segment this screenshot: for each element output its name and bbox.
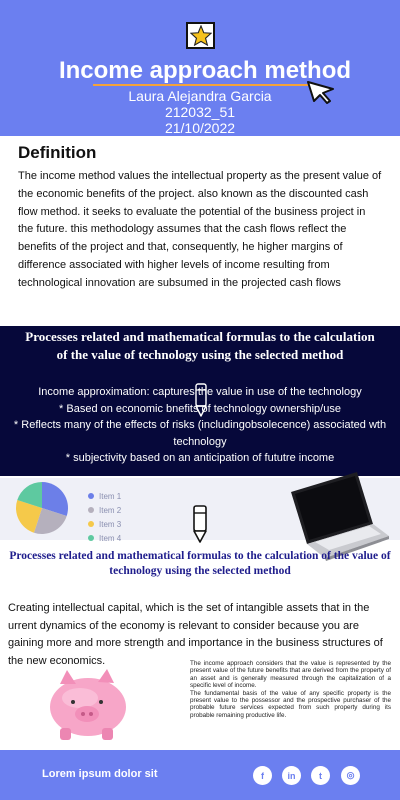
legend-label: Item 1 [99,491,122,501]
note-paragraph: The fundamental basis of the value of any specific property is the present value to the possessor and the prospective purchaser of the probable future services expected from such property during its probable remaining productive life. [190,689,391,719]
legend-label: Item 4 [99,533,122,543]
author-code: 212032_51 [164,104,236,120]
footer-text: Lorem ipsum dolor sit [42,768,158,780]
income-approach-note [190,660,391,719]
list-item: * Reflects many of the effects of risks (includingobsolecence) associated wth technology [13,419,387,448]
definition-body: The income method values the intellectual property as the present value of the economic benefits of the project. also known as the discounted cash flow method. it seeks to evaluate the potential of the business project in the future. this methodology assumes that the cash flows reflect the benefits of the project and that, consequently, he higher margins of difference associated with higher levels of income resulting from technological innovation are subsumed in the projected cash flows [18,170,382,289]
page-title: Income approach method [58,57,352,84]
legend-label: Item 3 [99,519,122,529]
pie-chart [14,480,70,536]
chart-legend [88,489,121,545]
footer [0,750,400,800]
instagram-icon[interactable]: ◎ [341,766,360,785]
processes-title: Processes related and mathematical formulas to the calculation of the value of technology using the selected method [25,329,375,362]
list-item: * subjectivity based on an anticipation of fututre income [65,452,335,464]
pen-icon [193,382,209,423]
piggy-bank-image [30,668,136,747]
list-item: Income approximation: captures the value in use of the technology [38,386,362,398]
legend-dot [88,507,94,513]
legend-item [88,489,121,503]
note-paragraph: The income approach considers that the value is represented by the present value of the future benefits that are derived from the property of an asset and is generally measured through the capitalization of a specific level of income. [190,660,391,690]
linkedin-icon[interactable]: in [282,766,301,785]
author-name: Laura Alejandra Garcia [128,88,272,104]
legend-item [88,517,121,531]
definition-title: Definition [18,143,97,162]
processes-title-secondary: Processes related and mathematical formulas to the calculation of the value of technology using the selected method [9,550,391,577]
twitter-icon[interactable]: t [311,766,330,785]
header-banner [0,0,400,136]
date-label: 21/10/2022 [164,120,236,136]
legend-item [88,503,121,517]
star-icon [186,22,215,49]
list-item: * Based on economic bnefits of technology ownership/use [59,402,341,415]
legend-dot [88,521,94,527]
pen-icon [191,504,209,549]
title-underline [93,84,308,86]
intellectual-capital-text: Creating intellectual capital, which is the set of intangible assets that in the urrent dynamics of the economy is relevant to consider because you are gaining more and more strength and importance in the business structures of the new economics. [8,602,383,667]
legend-dot [88,535,94,541]
processes-section [0,326,400,476]
facebook-icon[interactable]: f [253,766,272,785]
legend-item [88,531,121,545]
legend-label: Item 2 [99,505,122,515]
legend-dot [88,493,94,499]
